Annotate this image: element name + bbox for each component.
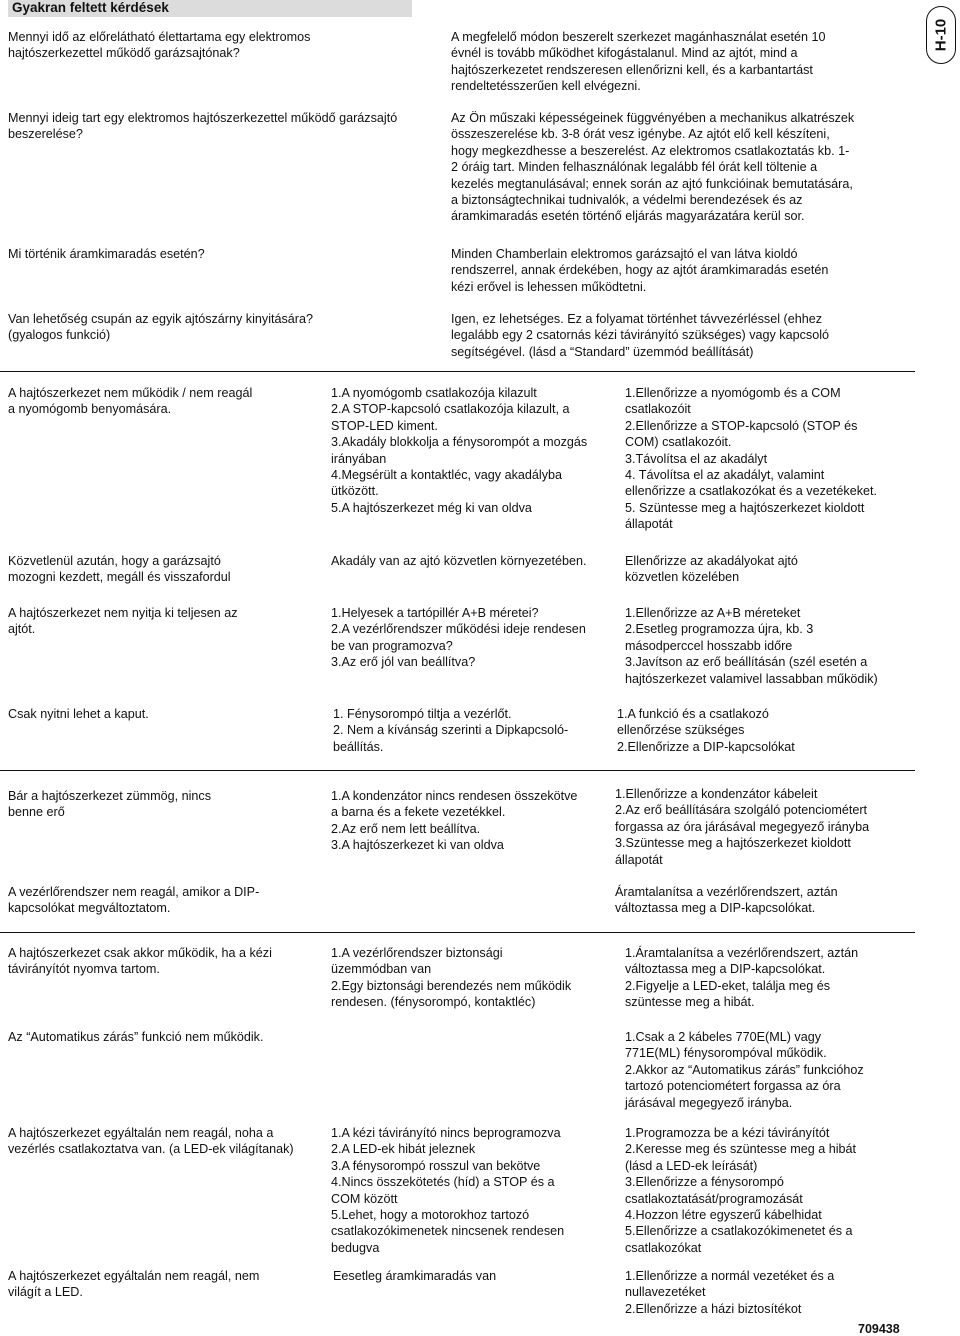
page-title: Gyakran feltett kérdések xyxy=(8,0,412,17)
solution-text: 1.Áramtalanítsa a vezérlőrendszert, aztán változtassa meg a DIP-kapcsolókat. 2.Figyelje a LED-eket, találja meg és szüntesse meg a hibát. xyxy=(625,946,859,1010)
solution-text: Ellenőrizze az akadályokat ajtó közvetlen közelében xyxy=(625,554,798,585)
solution-text: 1.A funkció és a csatlakozó ellenőrzése szükséges 2.Ellenőrizze a DIP-kapcsolókat xyxy=(617,707,795,754)
cause-text: 1.Helyesek a tartópillér A+B méretei? 2.A vezérlőrendszer működési ideje rendesen be van programozva? 3.Az erő jól van beállítva? xyxy=(331,606,586,670)
cause-text: 1.A nyomógomb csatlakozója kilazult 2.A STOP-kapcsoló csatlakozója kilazult, a STOP-LED kiment. 3.Akadály blokkolja a fénysorompót a mozgás irányában 4.Megsérült a kontaktléc, vagy akadályba ütközött. 5.A hajtószerkezet még ki van oldva xyxy=(331,386,588,515)
cause-text: 1. Fénysorompó tiltja a vezérlőt. 2. Nem a kívánság szerinti a Dipkapcsoló- beállítás. xyxy=(333,707,569,754)
solution-text: 1.Ellenőrizze az A+B méreteket 2.Esetleg programozza újra, kb. 3 másodperccel hosszabb időre 3.Javítson az erő beállításán (szél esetén a hajtószerkezet valamivel lassabban működik) xyxy=(625,606,878,686)
problem-text: Bár a hajtószerkezet zümmög, nincs benne erő xyxy=(8,789,211,820)
cause-text: Eesetleg áramkimaradás van xyxy=(333,1269,497,1283)
cause-text: 1.A kézi távirányító nincs beprogramozva 2.A LED-ek hibát jeleznek 3.A fénysorompó rosszul van bekötve 4.Nincs összekötetés (híd) a STOP és a COM között 5.Lehet, hogy a motorokhoz tartozó csatlakozókimenetek nincsenek rendesen bedugva xyxy=(331,1126,565,1255)
section-divider xyxy=(0,770,915,771)
faq-answer: A megfelelő módon beszerelt szerkezet magánhasználat esetén 10 évnél is tovább működhet kifogástalanul. Mind az ajtót, mind a hajtószerkezetet rendszeresen ellenőrizni kell, és a karbantartást rendeltetésszerűen kell elvégezni. xyxy=(451,30,826,94)
solution-text: 1.Ellenőrizze a nyomógomb és a COM csatlakozóit 2.Ellenőrizze a STOP-kapcsoló (STOP és COM) csatlakozóit. 3.Távolítsa el az akadályt 4. Távolítsa el az akadályt, valamint ellenőrizze a csatlakozókat és a vezetékeket. 5. Szüntesse meg a hajtószerkezet kioldott állapotát xyxy=(625,386,878,532)
page-number-badge xyxy=(926,6,956,64)
problem-text: A hajtószerkezet nem nyitja ki teljesen az ajtót. xyxy=(8,606,238,637)
problem-text: Közvetlenül azután, hogy a garázsajtó mozogni kezdett, megáll és visszafordul xyxy=(8,554,231,585)
solution-text: 1.Ellenőrizze a normál vezetéket és a nullavezetéket 2.Ellenőrizze a házi biztosítékot xyxy=(625,1269,835,1316)
solution-text: 1.Programozza be a kézi távirányítót 2.Keresse meg és szüntesse meg a hibát (lásd a LED-ek leírását) 3.Ellenőrizze a fénysorompó csatlakoztatását/programozását 4.Hozzon létre egyszerű kábelhidat 5.Ellenőrizze a csatlakozókimenetet és a csatlakozókat xyxy=(625,1126,857,1255)
cause-text: 1.A kondenzátor nincs rendesen összekötve a barna és a fekete vezetékkel. 2.Az erő nem lett beállítva. 3.A hajtószerkezet ki van oldva xyxy=(331,789,578,853)
cause-text: 1.A vezérlőrendszer biztonsági üzemmódban van 2.Egy biztonsági berendezés nem működik rendesen. (fénysorompó, kontaktléc) xyxy=(331,946,572,1010)
faq-question: Van lehetőség csupán az egyik ajtószárny kinyitására? (gyalogos funkció) xyxy=(8,312,313,343)
problem-text: Csak nyitni lehet a kaput. xyxy=(8,707,149,721)
faq-answer: Minden Chamberlain elektromos garázsajtó el van látva kioldó rendszerrel, annak érdekében, hogy az ajtót áramkimaradás esetén kézi erővel is lehessen működtetni. xyxy=(451,247,829,294)
problem-text: A hajtószerkezet egyáltalán nem reagál, noha a vezérlés csatlakoztatva van. (a LED-ek világítanak) xyxy=(8,1126,294,1157)
faq-answer: Az Ön műszaki képességeinek függvényében a mechanikus alkatrészek összeszerelése kb. 3-8 órát vesz igénybe. Az ajtót elő kell készíteni, hogy megkezdhesse a beszerelést. Az elektromos csatlakoztatás kb. 1- 2 óráig tart. Minden felhasználónak legalább fél órát kell töltenie a kezelés megtanulásával; ennek során az ajtó funkcióinak bemutatására, a biztonságtechnikai tudnivalók, a védelmi berendezések és az áramkimaradás esetén történő eljárás magyarázatára kerül sor. xyxy=(451,111,855,224)
problem-text: A hajtószerkezet egyáltalán nem reagál, nem világít a LED. xyxy=(8,1269,260,1300)
faq-answer: Igen, ez lehetséges. Ez a folyamat történhet távvezérléssel (ehhez legalább egy 2 csatornás kézi távirányító szükséges) vagy kapcsoló segítségével. (lásd a “Standard” üzemmód beállítását) xyxy=(451,312,830,359)
cause-text: Akadály van az ajtó közvetlen környezetében. xyxy=(331,554,587,568)
page-number: H-10 xyxy=(932,18,950,52)
faq-question: Mi történik áramkimaradás esetén? xyxy=(8,247,205,261)
solution-text: Áramtalanítsa a vezérlőrendszert, aztán változtassa meg a DIP-kapcsolókat. xyxy=(615,885,838,916)
problem-text: A hajtószerkezet csak akkor működik, ha a kézi távirányítót nyomva tartom. xyxy=(8,946,272,977)
problem-text: Az “Automatikus zárás” funkció nem működik. xyxy=(8,1030,264,1044)
solution-text: 1.Ellenőrizze a kondenzátor kábeleit 2.Az erő beállítására szolgáló potenciométert forgassa az óra járásával megegyező irányba 3.Szüntesse meg a hajtószerkezet kioldott állapotát xyxy=(615,787,870,867)
document-code: 709438 xyxy=(858,1322,900,1336)
section-divider xyxy=(0,932,915,933)
faq-question: Mennyi idő az előrelátható élettartama egy elektromos hajtószerkezettel működő garázsajtónak? xyxy=(8,30,311,61)
problem-text: A hajtószerkezet nem működik / nem reagál a nyomógomb benyomására. xyxy=(8,386,253,417)
faq-question: Mennyi ideig tart egy elektromos hajtószerkezettel működő garázsajtó beszerelése? xyxy=(8,111,398,142)
solution-text: 1.Csak a 2 kábeles 770E(ML) vagy 771E(ML) fénysorompóval működik. 2.Akkor az “Automatikus zárás” funkcióhoz tartozó potenciométert forgassa az óra járásával megegyező irányba. xyxy=(625,1030,864,1110)
problem-text: A vezérlőrendszer nem reagál, amikor a DIP- kapcsolókat megváltoztatom. xyxy=(8,885,260,916)
section-divider xyxy=(0,371,915,372)
